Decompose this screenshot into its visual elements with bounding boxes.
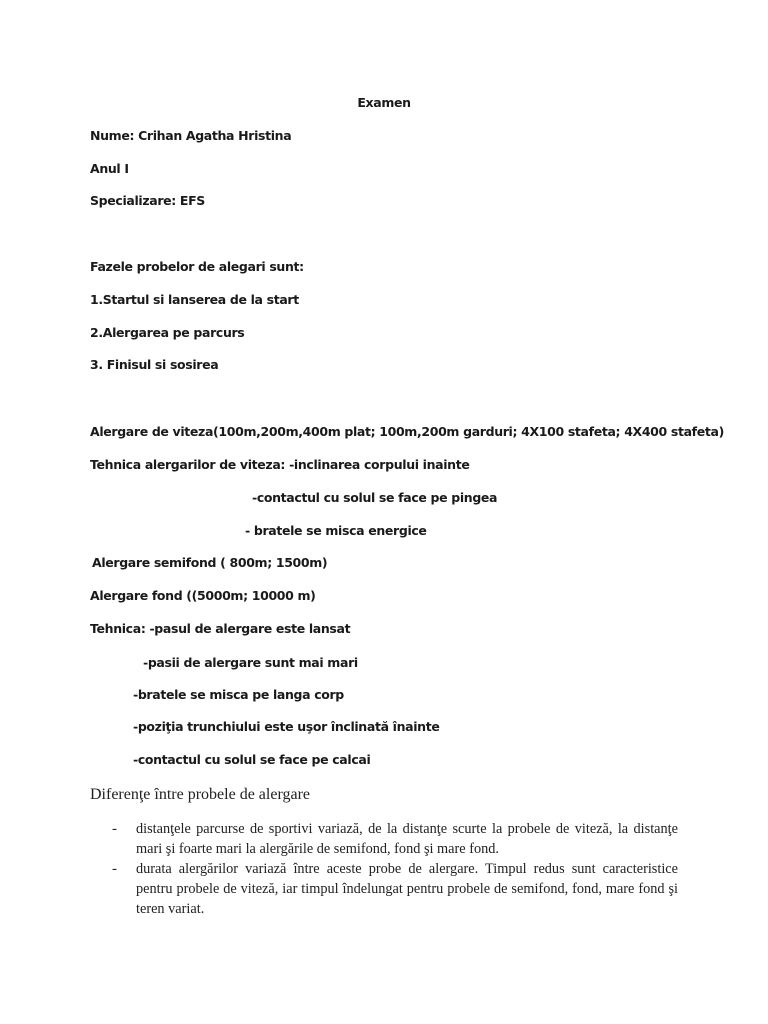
differences-heading: Diferenţe între probele de alergare bbox=[90, 786, 311, 803]
speed-technique-intro: Tehnica alergarilor de viteza: -inclinarea corpului inainte bbox=[90, 457, 470, 472]
technique-point: -bratele se misca pe langa corp bbox=[133, 687, 344, 702]
phases-heading: Fazele probelor de alegari sunt: bbox=[90, 259, 304, 274]
technique-point: -contactul cu solul se face pe calcai bbox=[133, 752, 371, 767]
technique-point: -pasii de alergare sunt mai mari bbox=[143, 655, 358, 670]
speed-technique-point: -contactul cu solul se face pe pingea bbox=[252, 490, 498, 505]
technique-intro: Tehnica: -pasul de alergare este lansat bbox=[90, 621, 351, 636]
document-title: Examen bbox=[357, 95, 411, 110]
bullet-marker: - bbox=[112, 861, 117, 877]
phase-item: 1.Startul si lanserea de la start bbox=[90, 292, 299, 307]
speed-heading: Alergare de viteza(100m,200m,400m plat; 100m,200m garduri; 4X100 stafeta; 4X400 stafeta) bbox=[90, 424, 724, 439]
technique-point: -poziţia trunchiului este uşor înclinată înainte bbox=[133, 719, 440, 734]
fond-heading: Alergare fond ((5000m; 10000 m) bbox=[90, 588, 316, 603]
difference-item: distanţele parcurse de sportivi variază, de la distanţe scurte la probele de viteză, la distanţe mari şi foarte mari la alergările de semifond, fond şi mare fond. bbox=[136, 821, 678, 857]
bullet-marker: - bbox=[112, 821, 117, 837]
difference-item: durata alergărilor variază între aceste probe de alergare. Timpul redus sunt caracteristice pentru probele de viteză, iar timpul îndelungat pentru probele de semifond, fond, mare fond şi teren variat. bbox=[136, 861, 678, 917]
student-name: Nume: Crihan Agatha Hristina bbox=[90, 128, 292, 143]
student-specialization: Specializare: EFS bbox=[90, 193, 205, 208]
phase-item: 2.Alergarea pe parcurs bbox=[90, 325, 245, 340]
student-year: Anul I bbox=[90, 161, 129, 176]
phase-item: 3. Finisul si sosirea bbox=[90, 357, 219, 372]
semifond-heading: Alergare semifond ( 800m; 1500m) bbox=[92, 555, 328, 570]
speed-technique-point: - bratele se misca energice bbox=[245, 523, 427, 538]
